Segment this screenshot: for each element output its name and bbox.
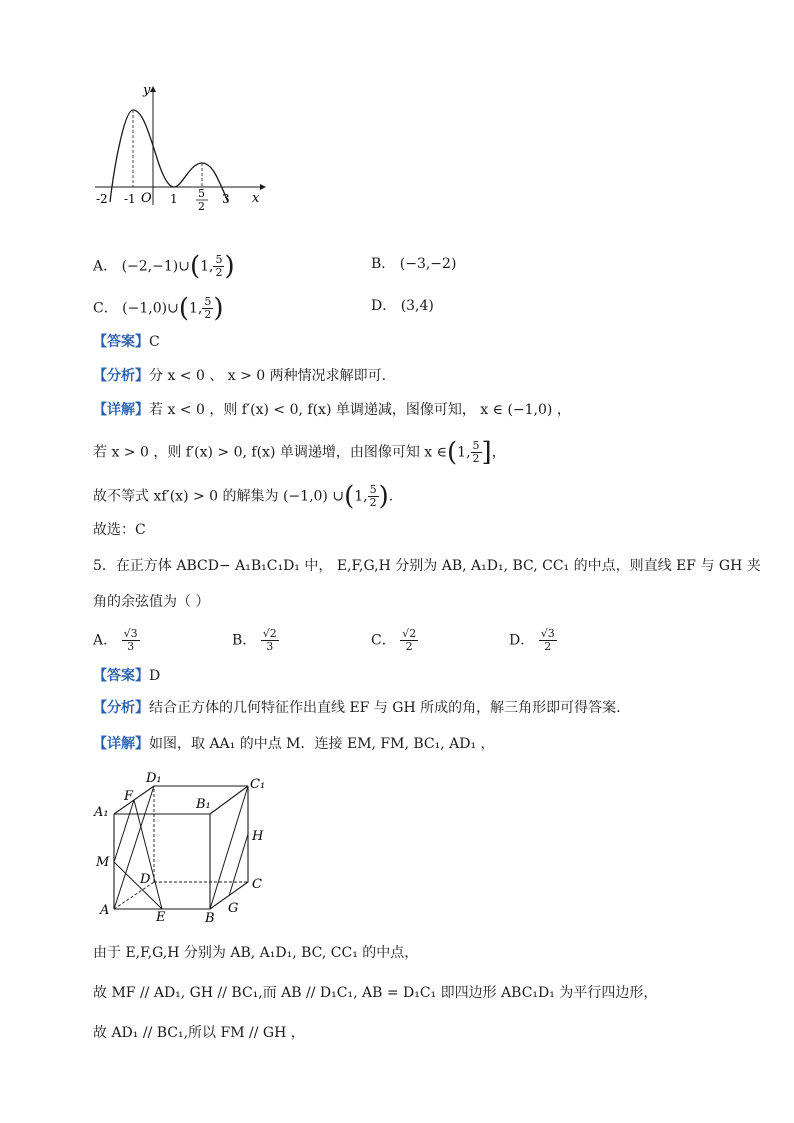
q4-option-c-label: C． [93, 300, 118, 317]
x-axis-label: x [252, 191, 260, 206]
analysis-tag: 【分析】 [93, 700, 149, 716]
q4-detail-1 [93, 400, 571, 420]
tick-label-5: 5 [198, 187, 205, 200]
detail-text: ， [491, 444, 506, 461]
q4-option-b-text: (−3,−2) [399, 256, 457, 272]
q5-detail-1 [93, 734, 495, 754]
q5-option-b-label: B． [232, 632, 257, 649]
answer-tag: 【答案】 [93, 334, 149, 350]
q5-option-c[interactable] [371, 628, 418, 653]
label-m: M [96, 855, 110, 870]
fraction-5-2: $\frac{5}{2}$ [204, 295, 212, 321]
detail-text: 若 x < 0 ，则 f′(x) < 0, f(x) 单调递减，图像可知， x ∈ (−1,0) ， [149, 402, 571, 418]
q4-option-d-label: D． [371, 298, 397, 314]
q5-stem-1: 5．在正方体 ABCD− A₁B₁C₁D₁ 中， E,F,G,H 分别为 AB, A₁D₁, BC, CC₁ 的中点，则直线 EF 与 GH 夹 [93, 558, 761, 574]
q4-answer [93, 332, 160, 352]
detail-text: . [388, 488, 394, 505]
q4-option-c-text: (−1,0)∪ [122, 300, 179, 317]
q5-option-d[interactable] [509, 628, 557, 653]
fraction-5-2: $\frac{5}{2}$ [215, 253, 223, 279]
origin-label: O [141, 191, 152, 206]
q4-option-a-label: A． [93, 258, 118, 275]
label-a: A [100, 903, 110, 918]
label-c: C [252, 877, 262, 892]
sqrt-fraction: $\frac{√3}{3}$ [123, 627, 138, 653]
q4-option-d-text: (3,4) [400, 298, 434, 314]
label-a1: A₁ [94, 805, 109, 820]
q4-detail-3: 故不等式 xf′(x) > 0 的解集为 (−1,0) ∪(1, $\frac{5}{2}$ ). [93, 481, 394, 512]
cube-diagram [90, 766, 280, 926]
function-curve [110, 110, 228, 202]
q4-option-b[interactable] [371, 254, 456, 274]
q4-option-a[interactable]: A． (−2,−1)∪(1, $\frac{5}{2}$ ) [93, 251, 235, 282]
q5-option-a[interactable] [93, 628, 140, 653]
x-axis-arrow-icon [260, 184, 266, 190]
q5-line-2: 由于 E,F,G,H 分别为 AB, A₁D₁, BC, CC₁ 的中点， [93, 945, 419, 961]
label-d1: D₁ [146, 771, 162, 786]
detail-text: 如图，取 AA₁ 的中点 M．连接 EM, FM, BC₁, AD₁ ， [149, 736, 495, 752]
function-graph [90, 80, 270, 210]
analysis-text: 分 x < 0 、 x > 0 两种情况求解即可. [149, 368, 387, 384]
detail-tag: 【详解】 [93, 402, 149, 418]
q5-line-3: 故 MF // AD₁, GH // BC₁,而 AB // D₁C₁, AB = D₁C₁ 即四边形 ABC₁D₁ 为平行四边形， [93, 985, 658, 1001]
q5-line-4: 故 AD₁ // BC₁,所以 FM // GH ， [93, 1025, 305, 1041]
q4-analysis [93, 366, 386, 386]
answer-value: D [149, 668, 161, 684]
tick-label-neg2: -2 [96, 192, 108, 206]
detail-tag: 【详解】 [93, 736, 149, 752]
sqrt-fraction: $\frac{√2}{3}$ [262, 627, 277, 653]
q4-option-c[interactable]: C． (−1,0)∪(1, $\frac{5}{2}$ ) [93, 293, 224, 324]
tick-label-2: 2 [198, 200, 205, 210]
label-e: E [156, 910, 166, 925]
q4-option-a-frac-prefix: 1, [200, 258, 214, 275]
q4-final: 故选：C [93, 522, 146, 538]
analysis-text: 结合正方体的几何特征作出直线 EF 与 GH 所成的角，解三角形即可得答案. [149, 700, 621, 716]
detail-text: 若 x > 0 ，则 f′(x) > 0, f(x) 单调递增，由图像可知 x ∈ [93, 444, 448, 461]
answer-value: C [149, 334, 160, 350]
analysis-tag: 【分析】 [93, 368, 149, 384]
detail-text: 故不等式 xf′(x) > 0 的解集为 (−1,0) ∪ [93, 488, 345, 505]
label-g: G [228, 901, 239, 916]
fraction-5-2: $\frac{5}{2}$ [472, 439, 480, 465]
q4-option-d[interactable] [371, 296, 434, 316]
q5-stem-2: 角的余弦值为（ ） [93, 594, 210, 610]
label-b1: B₁ [196, 797, 211, 812]
q4-detail-2: 若 x > 0 ，则 f′(x) > 0, f(x) 单调递增，由图像可知 x ∈(1, $\frac{5}{2}$ ]， [93, 437, 506, 468]
q5-answer [93, 666, 160, 686]
q4-option-b-label: B． [371, 256, 396, 272]
label-f: F [124, 789, 134, 804]
tick-label-1: 1 [170, 192, 178, 206]
y-axis-arrow-icon [150, 86, 156, 92]
q5-option-a-label: A． [93, 632, 118, 649]
tick-label-neg1: -1 [124, 192, 136, 206]
q5-analysis [93, 698, 621, 718]
q5-option-d-label: D． [509, 632, 535, 649]
label-h: H [252, 829, 264, 844]
sqrt-fraction: $\frac{√3}{2}$ [540, 627, 555, 653]
tick-label-3: 3 [222, 192, 230, 206]
y-axis-label: y [143, 83, 151, 98]
answer-tag: 【答案】 [93, 668, 149, 684]
q4-option-a-text: (−2,−1)∪ [121, 258, 190, 275]
q5-option-c-label: C． [371, 632, 396, 649]
q4-option-c-frac-prefix: 1, [188, 300, 203, 317]
sqrt-fraction: $\frac{√2}{2}$ [402, 627, 417, 653]
label-c1: C₁ [250, 777, 266, 792]
label-d: D [140, 872, 151, 887]
label-b: B [205, 911, 215, 926]
q5-option-b[interactable] [232, 628, 279, 653]
fraction-5-2: $\frac{5}{2}$ [369, 483, 377, 509]
